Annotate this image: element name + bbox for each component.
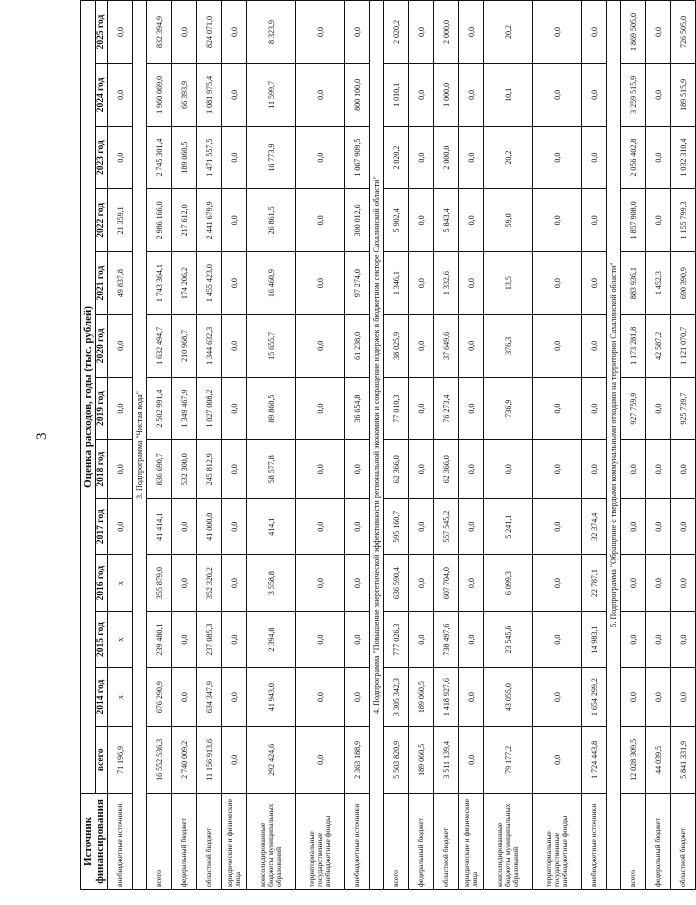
value-cell: 2 740 009,2 bbox=[172, 726, 197, 793]
value-cell: 1 067 909,5 bbox=[345, 126, 370, 189]
value-cell: 0,0 bbox=[459, 252, 484, 315]
value-cell: 1 724 443,8 bbox=[582, 726, 607, 793]
year-header: 2016 год bbox=[96, 555, 108, 611]
value-cell: 0,0 bbox=[409, 189, 434, 252]
year-header: 2019 год bbox=[96, 377, 108, 440]
value-cell: 189 515,9 bbox=[671, 64, 696, 127]
value-cell: 800 100,0 bbox=[345, 64, 370, 127]
value-cell: 1 743 364,1 bbox=[147, 252, 172, 315]
value-cell: 738 497,6 bbox=[434, 611, 459, 667]
value-cell: 2 020,2 bbox=[384, 1, 409, 64]
year-header-row bbox=[96, 1, 108, 890]
value-cell: 0,0 bbox=[222, 726, 247, 793]
subprogram-row bbox=[133, 1, 147, 890]
value-cell: 2 000,0 bbox=[434, 1, 459, 64]
value-cell: 0,0 bbox=[459, 611, 484, 667]
value-cell: 61 238,0 bbox=[345, 314, 370, 377]
value-cell: 0,0 bbox=[296, 64, 345, 127]
value-cell: 376,3 bbox=[484, 314, 533, 377]
value-cell: 44 039,5 bbox=[646, 726, 671, 793]
value-cell: 22 787,1 bbox=[582, 555, 607, 611]
value-cell: 0,0 bbox=[646, 189, 671, 252]
value-cell: 42 587,2 bbox=[646, 314, 671, 377]
value-cell: 0,0 bbox=[296, 252, 345, 315]
value-cell: 0,0 bbox=[108, 498, 133, 554]
value-cell: 8 323,9 bbox=[247, 1, 296, 64]
subprogram-title: 4. Подпрограмма "Повышение энергетической эффективности региональной экономики и сокращение издержек в бюджетном секторе Сахалинской области" bbox=[370, 1, 384, 890]
value-cell: 0,0 bbox=[296, 726, 345, 793]
value-cell: 414,1 bbox=[247, 498, 296, 554]
value-cell: 0,0 bbox=[582, 377, 607, 440]
value-cell: 76 273,4 bbox=[434, 377, 459, 440]
value-cell: 0,0 bbox=[296, 668, 345, 727]
value-cell: 0,0 bbox=[533, 189, 582, 252]
value-cell: 11 599,7 bbox=[247, 64, 296, 127]
year-header: 2025 год bbox=[96, 1, 108, 64]
value-cell: 0,0 bbox=[459, 726, 484, 793]
value-cell: 0,0 bbox=[582, 64, 607, 127]
source-label: федеральный бюджет bbox=[409, 793, 434, 889]
value-cell: 58 577,8 bbox=[247, 440, 296, 499]
value-cell: 237 085,3 bbox=[197, 611, 222, 667]
source-label: юридические и физические лица bbox=[222, 793, 247, 889]
source-label: всего bbox=[384, 793, 409, 889]
value-cell: 0,0 bbox=[108, 1, 133, 64]
value-cell: 0,0 bbox=[459, 189, 484, 252]
value-cell: 5 503 820,9 bbox=[384, 726, 409, 793]
value-cell: 0,0 bbox=[621, 498, 646, 554]
value-cell: 0,0 bbox=[172, 611, 197, 667]
value-cell: 0,0 bbox=[409, 555, 434, 611]
value-cell: 0,0 bbox=[222, 252, 247, 315]
value-cell: 41 943,0 bbox=[247, 668, 296, 727]
value-cell: 0,0 bbox=[172, 668, 197, 727]
value-cell: 0,0 bbox=[409, 126, 434, 189]
value-cell: 1 155 799,3 bbox=[671, 189, 696, 252]
source-label: юридические и физические лица bbox=[459, 793, 484, 889]
subprogram-title: 5. Подпрограмма "Обращение с твердыми коммунальными отходами на территории Сахалинской области" bbox=[607, 1, 621, 890]
value-cell: 5 241,1 bbox=[484, 498, 533, 554]
value-cell: 2 986 166,0 bbox=[147, 189, 172, 252]
year-header: 2017 год bbox=[96, 498, 108, 554]
value-cell: 0,0 bbox=[409, 611, 434, 667]
value-cell: 1 346,1 bbox=[384, 252, 409, 315]
value-cell: 38 025,9 bbox=[384, 314, 409, 377]
value-cell: 1 857 908,0 bbox=[621, 189, 646, 252]
value-cell: 1 173 281,8 bbox=[621, 314, 646, 377]
value-cell: 16 773,9 bbox=[247, 126, 296, 189]
value-cell: 2 394,8 bbox=[247, 611, 296, 667]
value-cell: 0,0 bbox=[296, 440, 345, 499]
subprogram-title: 3. Подпрограмма "Чистая вода" bbox=[133, 1, 147, 890]
value-cell: 0,0 bbox=[646, 498, 671, 554]
value-cell: 62 366,0 bbox=[434, 440, 459, 499]
value-cell: 0,0 bbox=[345, 611, 370, 667]
value-cell: 292 424,6 bbox=[247, 726, 296, 793]
value-cell: 0,0 bbox=[459, 64, 484, 127]
source-label: областной бюджет bbox=[434, 793, 459, 889]
value-cell: 36 654,8 bbox=[345, 377, 370, 440]
table-row bbox=[671, 1, 696, 890]
value-cell: 2 056 402,8 bbox=[621, 126, 646, 189]
value-cell: 634 347,9 bbox=[197, 668, 222, 727]
value-cell: 1 032 310,4 bbox=[671, 126, 696, 189]
value-cell: 89 860,5 bbox=[247, 377, 296, 440]
value-cell: 0,0 bbox=[222, 440, 247, 499]
value-cell: 1 344 632,3 bbox=[197, 314, 222, 377]
value-cell: 2 020,2 bbox=[384, 126, 409, 189]
value-cell: 0,0 bbox=[108, 64, 133, 127]
value-cell: 690 390,9 bbox=[671, 252, 696, 315]
value-cell: 0,0 bbox=[172, 1, 197, 64]
value-cell: 1 027 008,2 bbox=[197, 377, 222, 440]
value-cell: 0,0 bbox=[345, 1, 370, 64]
value-cell: 0,0 bbox=[533, 1, 582, 64]
value-cell: 0,0 bbox=[296, 498, 345, 554]
table-row bbox=[147, 1, 172, 890]
value-cell: 0,0 bbox=[646, 377, 671, 440]
value-cell: 2 363 188,9 bbox=[345, 726, 370, 793]
value-cell: 32 374,4 bbox=[582, 498, 607, 554]
year-header: 2020 год bbox=[96, 314, 108, 377]
table-row bbox=[222, 1, 247, 890]
value-cell: 0,0 bbox=[671, 498, 696, 554]
value-cell: 15 655,7 bbox=[247, 314, 296, 377]
value-cell: 0,0 bbox=[296, 314, 345, 377]
value-cell: 0,0 bbox=[409, 314, 434, 377]
value-cell: 1 960 069,0 bbox=[147, 64, 172, 127]
value-cell: 676 290,9 bbox=[147, 668, 172, 727]
value-cell: 62 366,0 bbox=[384, 440, 409, 499]
source-label: внебюджетные источники bbox=[345, 793, 370, 889]
source-label: областной бюджет bbox=[671, 793, 696, 889]
value-cell: 557 545,2 bbox=[434, 498, 459, 554]
year-header: всего bbox=[96, 726, 108, 793]
value-cell: 0,0 bbox=[582, 126, 607, 189]
value-cell: 189 060,5 bbox=[172, 126, 197, 189]
value-cell: 1 349 467,9 bbox=[172, 377, 197, 440]
value-cell: 0,0 bbox=[345, 440, 370, 499]
value-cell: 2 441 679,9 bbox=[197, 189, 222, 252]
value-cell: 0,0 bbox=[621, 440, 646, 499]
value-cell: 13,5 bbox=[484, 252, 533, 315]
value-cell: 0,0 bbox=[222, 189, 247, 252]
value-cell: 1 455 423,0 bbox=[197, 252, 222, 315]
value-cell: 0,0 bbox=[409, 377, 434, 440]
value-cell: 0,0 bbox=[459, 668, 484, 727]
table-row bbox=[646, 1, 671, 890]
value-cell: 0,0 bbox=[108, 440, 133, 499]
value-cell: 2 745 301,4 bbox=[147, 126, 172, 189]
value-cell: 0,0 bbox=[533, 126, 582, 189]
value-cell: 0,0 bbox=[459, 126, 484, 189]
value-cell: 239 480,1 bbox=[147, 611, 172, 667]
value-cell: 1 869 505,0 bbox=[621, 1, 646, 64]
value-cell: 97 274,0 bbox=[345, 252, 370, 315]
table-row bbox=[582, 1, 607, 890]
value-cell: 0,0 bbox=[671, 668, 696, 727]
value-cell: 832 394,9 bbox=[147, 1, 172, 64]
table-row bbox=[384, 1, 409, 890]
table-row bbox=[345, 1, 370, 890]
value-cell: x bbox=[108, 555, 133, 611]
value-cell: 5 902,4 bbox=[384, 189, 409, 252]
value-cell: 0,0 bbox=[671, 440, 696, 499]
value-cell: 532 300,0 bbox=[172, 440, 197, 499]
value-cell: 0,0 bbox=[533, 64, 582, 127]
year-header: 2024 год bbox=[96, 64, 108, 127]
value-cell: 736,9 bbox=[484, 377, 533, 440]
table-row bbox=[484, 1, 533, 890]
value-cell: 0,0 bbox=[345, 668, 370, 727]
table-row bbox=[108, 1, 133, 890]
value-cell: 41 414,1 bbox=[147, 498, 172, 554]
table-row bbox=[533, 1, 582, 890]
year-header: 2014 год bbox=[96, 668, 108, 727]
value-cell: 0,0 bbox=[533, 611, 582, 667]
value-cell: 2 000,0 bbox=[434, 126, 459, 189]
value-cell: 2 502 991,4 bbox=[147, 377, 172, 440]
subprogram-row bbox=[370, 1, 384, 890]
value-cell: 0,0 bbox=[459, 314, 484, 377]
value-cell: 0,0 bbox=[459, 377, 484, 440]
value-cell: 777 026,3 bbox=[384, 611, 409, 667]
value-cell: 0,0 bbox=[222, 555, 247, 611]
value-cell: 3 305 342,3 bbox=[384, 668, 409, 727]
value-cell: 355 879,0 bbox=[147, 555, 172, 611]
value-cell: 0,0 bbox=[646, 668, 671, 727]
value-cell: 0,0 bbox=[345, 498, 370, 554]
value-cell: 0,0 bbox=[533, 440, 582, 499]
value-cell: 1 452,3 bbox=[646, 252, 671, 315]
value-cell: 0,0 bbox=[222, 64, 247, 127]
value-cell: 0,0 bbox=[533, 726, 582, 793]
value-cell: 1 471 557,5 bbox=[197, 126, 222, 189]
table-body bbox=[108, 1, 696, 890]
value-cell: 0,0 bbox=[459, 555, 484, 611]
value-cell: 0,0 bbox=[409, 498, 434, 554]
value-cell: 0,0 bbox=[409, 64, 434, 127]
value-cell: 1 654 299,2 bbox=[582, 668, 607, 727]
value-cell: x bbox=[108, 668, 133, 727]
value-cell: 0,0 bbox=[222, 1, 247, 64]
rotated-page bbox=[80, 0, 688, 890]
value-cell: 0,0 bbox=[621, 611, 646, 667]
source-label: территориальные государственные внебюджетные фонды bbox=[533, 793, 582, 889]
value-cell: 883 936,1 bbox=[621, 252, 646, 315]
value-cell: 3 259 515,9 bbox=[621, 64, 646, 127]
value-cell: 245 812,9 bbox=[197, 440, 222, 499]
value-cell: 0,0 bbox=[582, 1, 607, 64]
source-label: всего bbox=[147, 793, 172, 889]
value-cell: 0,0 bbox=[296, 1, 345, 64]
value-cell: 3 558,8 bbox=[247, 555, 296, 611]
value-cell: 0,0 bbox=[646, 440, 671, 499]
value-cell: 836 690,7 bbox=[147, 440, 172, 499]
value-cell: 0,0 bbox=[172, 555, 197, 611]
value-cell: 636 590,4 bbox=[384, 555, 409, 611]
value-cell: 0,0 bbox=[296, 377, 345, 440]
value-cell: 607 704,0 bbox=[434, 555, 459, 611]
value-cell: 0,0 bbox=[533, 668, 582, 727]
value-cell: 824 071,0 bbox=[197, 1, 222, 64]
source-label: федеральный бюджет bbox=[646, 793, 671, 889]
value-cell: 59,0 bbox=[484, 189, 533, 252]
value-cell: 0,0 bbox=[345, 555, 370, 611]
value-cell: 0,0 bbox=[172, 498, 197, 554]
value-cell: 1 632 494,7 bbox=[147, 314, 172, 377]
value-cell: 0,0 bbox=[533, 314, 582, 377]
value-cell: 0,0 bbox=[582, 314, 607, 377]
table-row bbox=[197, 1, 222, 890]
value-cell: 0,0 bbox=[296, 189, 345, 252]
source-label: внебюджетные источники bbox=[582, 793, 607, 889]
source-label: территориальные государственные внебюджетные фонды bbox=[296, 793, 345, 889]
source-label: консолидированные бюджеты муниципальных образований bbox=[484, 793, 533, 889]
value-cell: 21 359,1 bbox=[108, 189, 133, 252]
value-cell: 189 060,5 bbox=[409, 726, 434, 793]
table-row bbox=[459, 1, 484, 890]
source-label: консолидированные бюджеты муниципальных образований bbox=[247, 793, 296, 889]
value-cell: 0,0 bbox=[671, 611, 696, 667]
value-cell: 49 837,8 bbox=[108, 252, 133, 315]
value-cell: 0,0 bbox=[646, 64, 671, 127]
value-cell: x bbox=[108, 611, 133, 667]
year-header: 2018 год bbox=[96, 440, 108, 499]
value-cell: 1 010,1 bbox=[384, 64, 409, 127]
value-cell: 12 028 309,5 bbox=[621, 726, 646, 793]
value-cell: 0,0 bbox=[533, 252, 582, 315]
value-cell: 927 759,9 bbox=[621, 377, 646, 440]
value-cell: 0,0 bbox=[108, 126, 133, 189]
value-cell: 0,0 bbox=[108, 377, 133, 440]
value-cell: 595 160,7 bbox=[384, 498, 409, 554]
value-cell: 0,0 bbox=[222, 314, 247, 377]
value-cell: 0,0 bbox=[296, 555, 345, 611]
value-cell: 0,0 bbox=[484, 440, 533, 499]
value-cell: 0,0 bbox=[646, 1, 671, 64]
value-cell: 0,0 bbox=[222, 498, 247, 554]
value-cell: 20,2 bbox=[484, 126, 533, 189]
table-row bbox=[409, 1, 434, 890]
table-row bbox=[247, 1, 296, 890]
value-cell: 0,0 bbox=[533, 377, 582, 440]
value-cell: 0,0 bbox=[296, 611, 345, 667]
year-header: 2023 год bbox=[96, 126, 108, 189]
value-cell: 43 055,0 bbox=[484, 668, 533, 727]
value-cell: 26 861,5 bbox=[247, 189, 296, 252]
value-cell: 0,0 bbox=[459, 1, 484, 64]
table-row bbox=[434, 1, 459, 890]
source-header: Источник финансирования bbox=[81, 793, 108, 889]
value-cell: 300 012,6 bbox=[345, 189, 370, 252]
value-cell: 0,0 bbox=[646, 611, 671, 667]
table-row bbox=[296, 1, 345, 890]
value-cell: 0,0 bbox=[621, 668, 646, 727]
estimate-header: Оценка расходов, годы (тыс. рублей) bbox=[81, 1, 96, 794]
value-cell: 210 968,7 bbox=[172, 314, 197, 377]
value-cell: 3 511 139,4 bbox=[434, 726, 459, 793]
value-cell: 79 177,2 bbox=[484, 726, 533, 793]
value-cell: 0,0 bbox=[222, 668, 247, 727]
source-label: федеральный бюджет bbox=[172, 793, 197, 889]
value-cell: 174 206,2 bbox=[172, 252, 197, 315]
value-cell: 1 081 975,4 bbox=[197, 64, 222, 127]
value-cell: 16 460,9 bbox=[247, 252, 296, 315]
value-cell: 6 099,3 bbox=[484, 555, 533, 611]
value-cell: 0,0 bbox=[646, 126, 671, 189]
value-cell: 20,2 bbox=[484, 1, 533, 64]
year-header: 2015 год bbox=[96, 611, 108, 667]
value-cell: 0,0 bbox=[621, 555, 646, 611]
value-cell: 1 332,6 bbox=[434, 252, 459, 315]
value-cell: 0,0 bbox=[459, 498, 484, 554]
value-cell: 352 320,2 bbox=[197, 555, 222, 611]
finance-table bbox=[80, 0, 696, 890]
value-cell: 0,0 bbox=[459, 440, 484, 499]
subprogram-row bbox=[607, 1, 621, 890]
value-cell: 71 196,9 bbox=[108, 726, 133, 793]
value-cell: 0,0 bbox=[582, 252, 607, 315]
value-cell: 0,0 bbox=[671, 555, 696, 611]
value-cell: 0,0 bbox=[222, 611, 247, 667]
value-cell: 0,0 bbox=[296, 126, 345, 189]
value-cell: 41 000,0 bbox=[197, 498, 222, 554]
value-cell: 0,0 bbox=[222, 377, 247, 440]
year-header: 2021 год bbox=[96, 252, 108, 315]
value-cell: 925 739,7 bbox=[671, 377, 696, 440]
value-cell: 0,0 bbox=[533, 498, 582, 554]
value-cell: 0,0 bbox=[409, 440, 434, 499]
value-cell: 0,0 bbox=[108, 314, 133, 377]
page-number: 3 bbox=[34, 432, 50, 440]
value-cell: 189 060,5 bbox=[409, 668, 434, 727]
year-header: 2022 год bbox=[96, 189, 108, 252]
value-cell: 217 612,0 bbox=[172, 189, 197, 252]
value-cell: 66 393,9 bbox=[172, 64, 197, 127]
value-cell: 16 552 536,3 bbox=[147, 726, 172, 793]
value-cell: 11 156 913,6 bbox=[197, 726, 222, 793]
source-label: внебюджетные источники bbox=[108, 793, 133, 889]
value-cell: 0,0 bbox=[582, 440, 607, 499]
source-label: областной бюджет bbox=[197, 793, 222, 889]
value-cell: 0,0 bbox=[582, 189, 607, 252]
value-cell: 1 121 070,7 bbox=[671, 314, 696, 377]
source-label: всего bbox=[621, 793, 646, 889]
value-cell: 14 983,1 bbox=[582, 611, 607, 667]
value-cell: 5 843,4 bbox=[434, 189, 459, 252]
value-cell: 0,0 bbox=[409, 252, 434, 315]
value-cell: 0,0 bbox=[533, 555, 582, 611]
value-cell: 726 505,0 bbox=[671, 1, 696, 64]
value-cell: 0,0 bbox=[409, 1, 434, 64]
value-cell: 23 545,6 bbox=[484, 611, 533, 667]
value-cell: 5 841 331,9 bbox=[671, 726, 696, 793]
value-cell: 0,0 bbox=[222, 126, 247, 189]
value-cell: 1 000,0 bbox=[434, 64, 459, 127]
value-cell: 37 649,6 bbox=[434, 314, 459, 377]
table-row bbox=[172, 1, 197, 890]
value-cell: 10,1 bbox=[484, 64, 533, 127]
value-cell: 0,0 bbox=[646, 555, 671, 611]
value-cell: 77 010,3 bbox=[384, 377, 409, 440]
value-cell: 1 418 927,6 bbox=[434, 668, 459, 727]
table-row bbox=[621, 1, 646, 890]
